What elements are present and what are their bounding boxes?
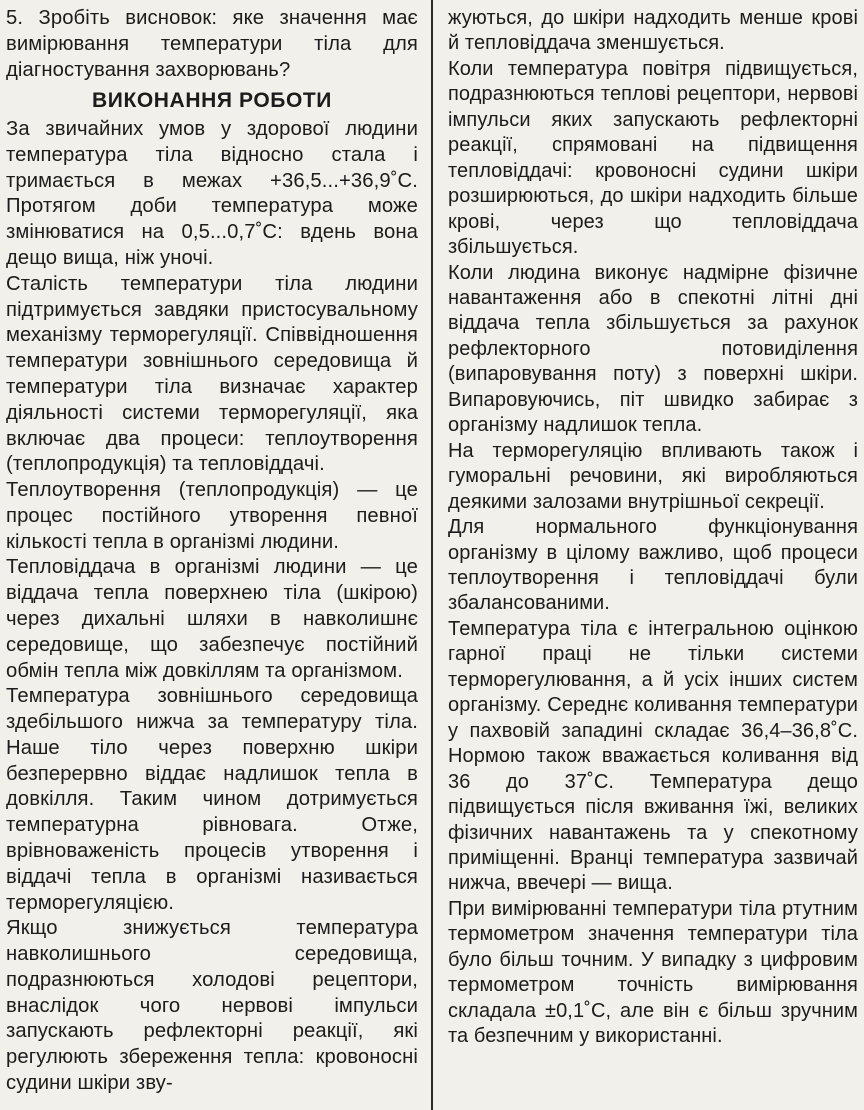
paragraph-humoral: На терморегуляцію впливають також і гуморальні речовини, які виробляються деякими залозами внутрішньої секреції. bbox=[448, 439, 858, 513]
paragraph-continuation: жуються, до шкіри надходить менше крові й тепловіддача зменшується. bbox=[448, 7, 858, 55]
paragraph-thermometers: При вимірюванні температури тіла ртутним термометром значення температури тіла було більш точним. У випадку з цифровим термометром точність вимірювання складала ±0,1˚С, але він є більш зручним та безпечним у використанні. bbox=[448, 897, 858, 1048]
paragraph-sweating: Коли людина виконує надмірне фізичне навантаження або в спекотні літні дні віддача тепла збільшується за рахунок рефлекторного потовиділення (випаровування поту) з поверхні шкіри. Випаровуючись, піт швидко забирає з організму надлишок тепла. bbox=[448, 261, 858, 437]
left-column bbox=[6, 6, 418, 1097]
right-column bbox=[448, 6, 858, 1050]
paragraph-balance: Для нормального функціонування організму в цілому важливо, щоб процеси теплоутворення і тепловіддачі були збалансованими. bbox=[448, 516, 858, 615]
paragraph-heat-receptors: Коли температура повітря підвищується, подразнюються теплові рецептори, нервові імпульси яких запускають рефлекторні реакції, спрямовані на підвищення тепловіддачі: кровоносні судини шкіри розширюються, до шкіри надходить більше крові, через що тепловіддача збільшується. bbox=[448, 57, 858, 259]
column-divider bbox=[431, 0, 433, 1110]
paragraph-integral-assessment: Температура тіла є інтегральною оцінкою гарної праці не тільки системи терморегулювання, а й усіх інших систем організму. Середнє коливання температури у пахвовій западині складає 36,4–36,8˚С. Нормою також вважається коливання від 36 до 37˚С. Температура дещо підвищується після вживання їжі, великих фізичних навантажень та у спекотному приміщенні. Вранці температура зазвичай нижча, ввечері — вища. bbox=[448, 617, 858, 895]
task-5: 5. Зробіть висновок: яке значення має вимірювання температури тіла для діагностування захворювань? bbox=[6, 7, 418, 81]
paragraph-body-temperature: За звичайних умов у здорової людини температура тіла відносно стала і тримається в межах +36,5...+36,9˚С. Протягом доби температура може змінюватися на 0,5...0,7˚С: вдень вона дещо вища, ніж уночі. bbox=[6, 118, 418, 270]
paragraph-temperature-balance: Температура зовнішнього середовища здебільшого нижча за температуру тіла. Наше тіло через поверхню шкіри безперервно віддає надлишок тепла в довкілля. Таким чином дотримується температурна рівновага. Отже, врівноваженість процесів утворення і віддачі тепла в організмі називається терморегуляцією. bbox=[6, 685, 418, 914]
paragraph-heat-production: Теплоутворення (теплопродукція) — це процес постійного утворення певної кількості тепла в організмі людини. bbox=[6, 479, 418, 553]
paragraph-thermoregulation: Сталість температури тіла людини підтримується завдяки пристосувальному механізму терморегуляції. Співвідношення температури зовнішнього середовища й температури тіла визначає характер діяльності системи терморегуляції, яка включає два процеси: теплоутворення (теплопродукція) та тепловіддачі. bbox=[6, 272, 418, 476]
section-heading: ВИКОНАННЯ РОБОТИ bbox=[91, 89, 332, 113]
paragraph-cold-receptors: Якщо знижується температура навколишнього середовища, подразнюються холодові рецептори, внаслідок чого нервові імпульси запускають рефлекторні реакції, які регулюють збереження тепла: кровоносні судини шкіри зву- bbox=[6, 917, 418, 1095]
paragraph-heat-transfer: Тепловіддача в організмі людини — це віддача тепла поверхнею тіла (шкірою) через дихальні шляхи в навколишнє середовище, що забезпечує постійний обмін тепла між довкіллям та організмом. bbox=[6, 556, 418, 682]
